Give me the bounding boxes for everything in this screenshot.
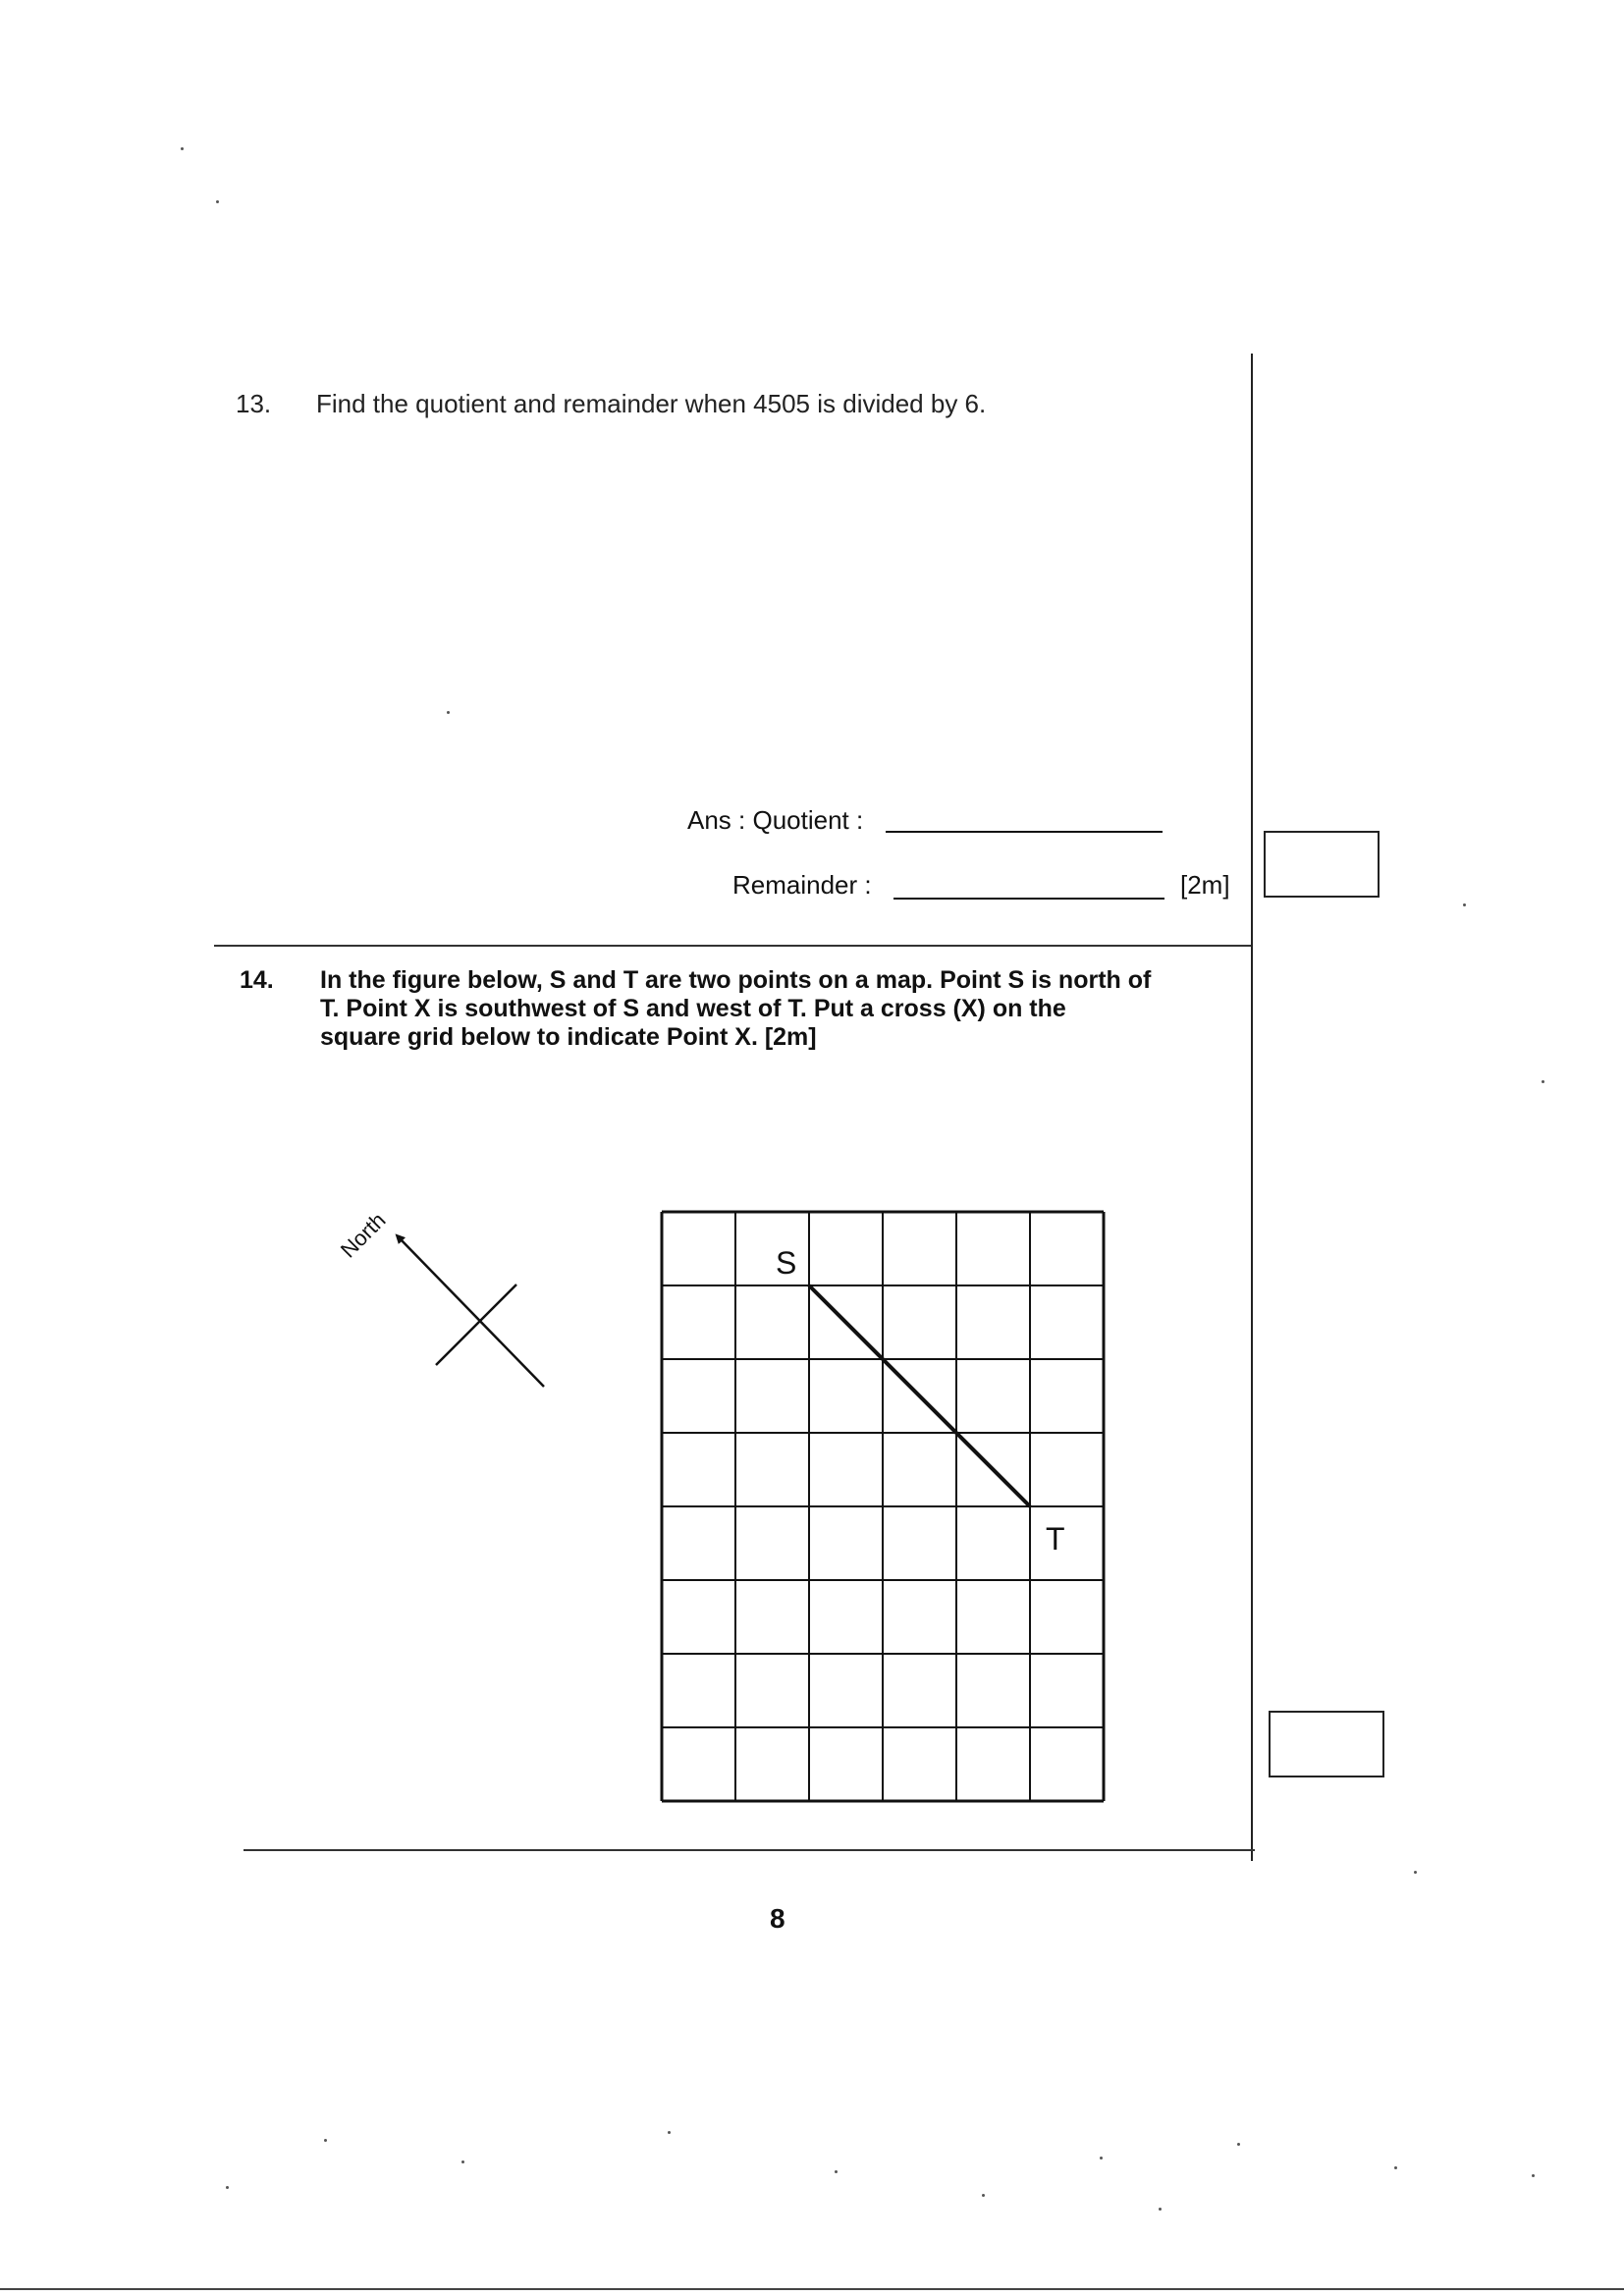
scan-speck: [1542, 1080, 1544, 1083]
scan-speck: [181, 147, 184, 150]
compass-north-label: North: [335, 1207, 391, 1263]
square-grid[interactable]: [648, 1198, 1119, 1807]
compass-north-axis: [399, 1237, 544, 1387]
scan-speck: [1237, 2143, 1240, 2146]
question-14-line-1: In the figure below, S and T are two points on a map. Point S is north of: [320, 966, 1152, 994]
scan-speck: [1532, 2174, 1535, 2177]
question-13-score-box[interactable]: [1264, 831, 1380, 898]
right-margin-rule: [1251, 354, 1253, 1861]
question-13-marks: [2m]: [1180, 870, 1230, 900]
scan-speck: [461, 2160, 464, 2163]
question-13-number: 13.: [236, 389, 272, 418]
point-s-label: S: [776, 1245, 797, 1281]
remainder-answer-line[interactable]: [893, 898, 1164, 900]
scan-bottom-edge: [0, 2288, 1624, 2290]
scan-speck: [668, 2131, 671, 2134]
scan-speck: [1414, 1871, 1417, 1874]
page-number: 8: [770, 1903, 785, 1934]
scan-speck: [1394, 2166, 1397, 2169]
question-13-text: Find the quotient and remainder when 4505 is divided by 6.: [316, 389, 987, 418]
scan-speck: [835, 2170, 838, 2173]
question-14-text: [320, 966, 1243, 1052]
quotient-answer-line[interactable]: [886, 831, 1163, 833]
compass-east-west-axis: [436, 1285, 516, 1365]
question-14-line-3: square grid below to indicate Point X. [2m]: [320, 1023, 817, 1051]
question-14-number: 14.: [240, 966, 274, 994]
scan-speck: [226, 2186, 229, 2189]
segment-s-to-t: [809, 1285, 1030, 1506]
question-14-line-2: T. Point X is southwest of S and west of T. Put a cross (X) on the: [320, 995, 1066, 1022]
quotient-label: Ans : Quotient :: [687, 805, 864, 835]
point-t-label: T: [1046, 1521, 1065, 1557]
scan-speck: [1100, 2157, 1103, 2159]
scan-speck: [1463, 903, 1466, 906]
scan-speck: [324, 2139, 327, 2142]
bottom-rule: [244, 1849, 1255, 1851]
scan-speck: [982, 2194, 985, 2197]
question-14-score-box[interactable]: [1269, 1711, 1384, 1777]
scan-speck: [447, 711, 450, 714]
scan-speck: [216, 200, 219, 203]
grid-lines: [662, 1212, 1104, 1801]
remainder-label: Remainder :: [732, 870, 872, 900]
compass-figure: [314, 1169, 569, 1404]
question-separator: [214, 945, 1251, 947]
scan-speck: [1159, 2208, 1162, 2211]
